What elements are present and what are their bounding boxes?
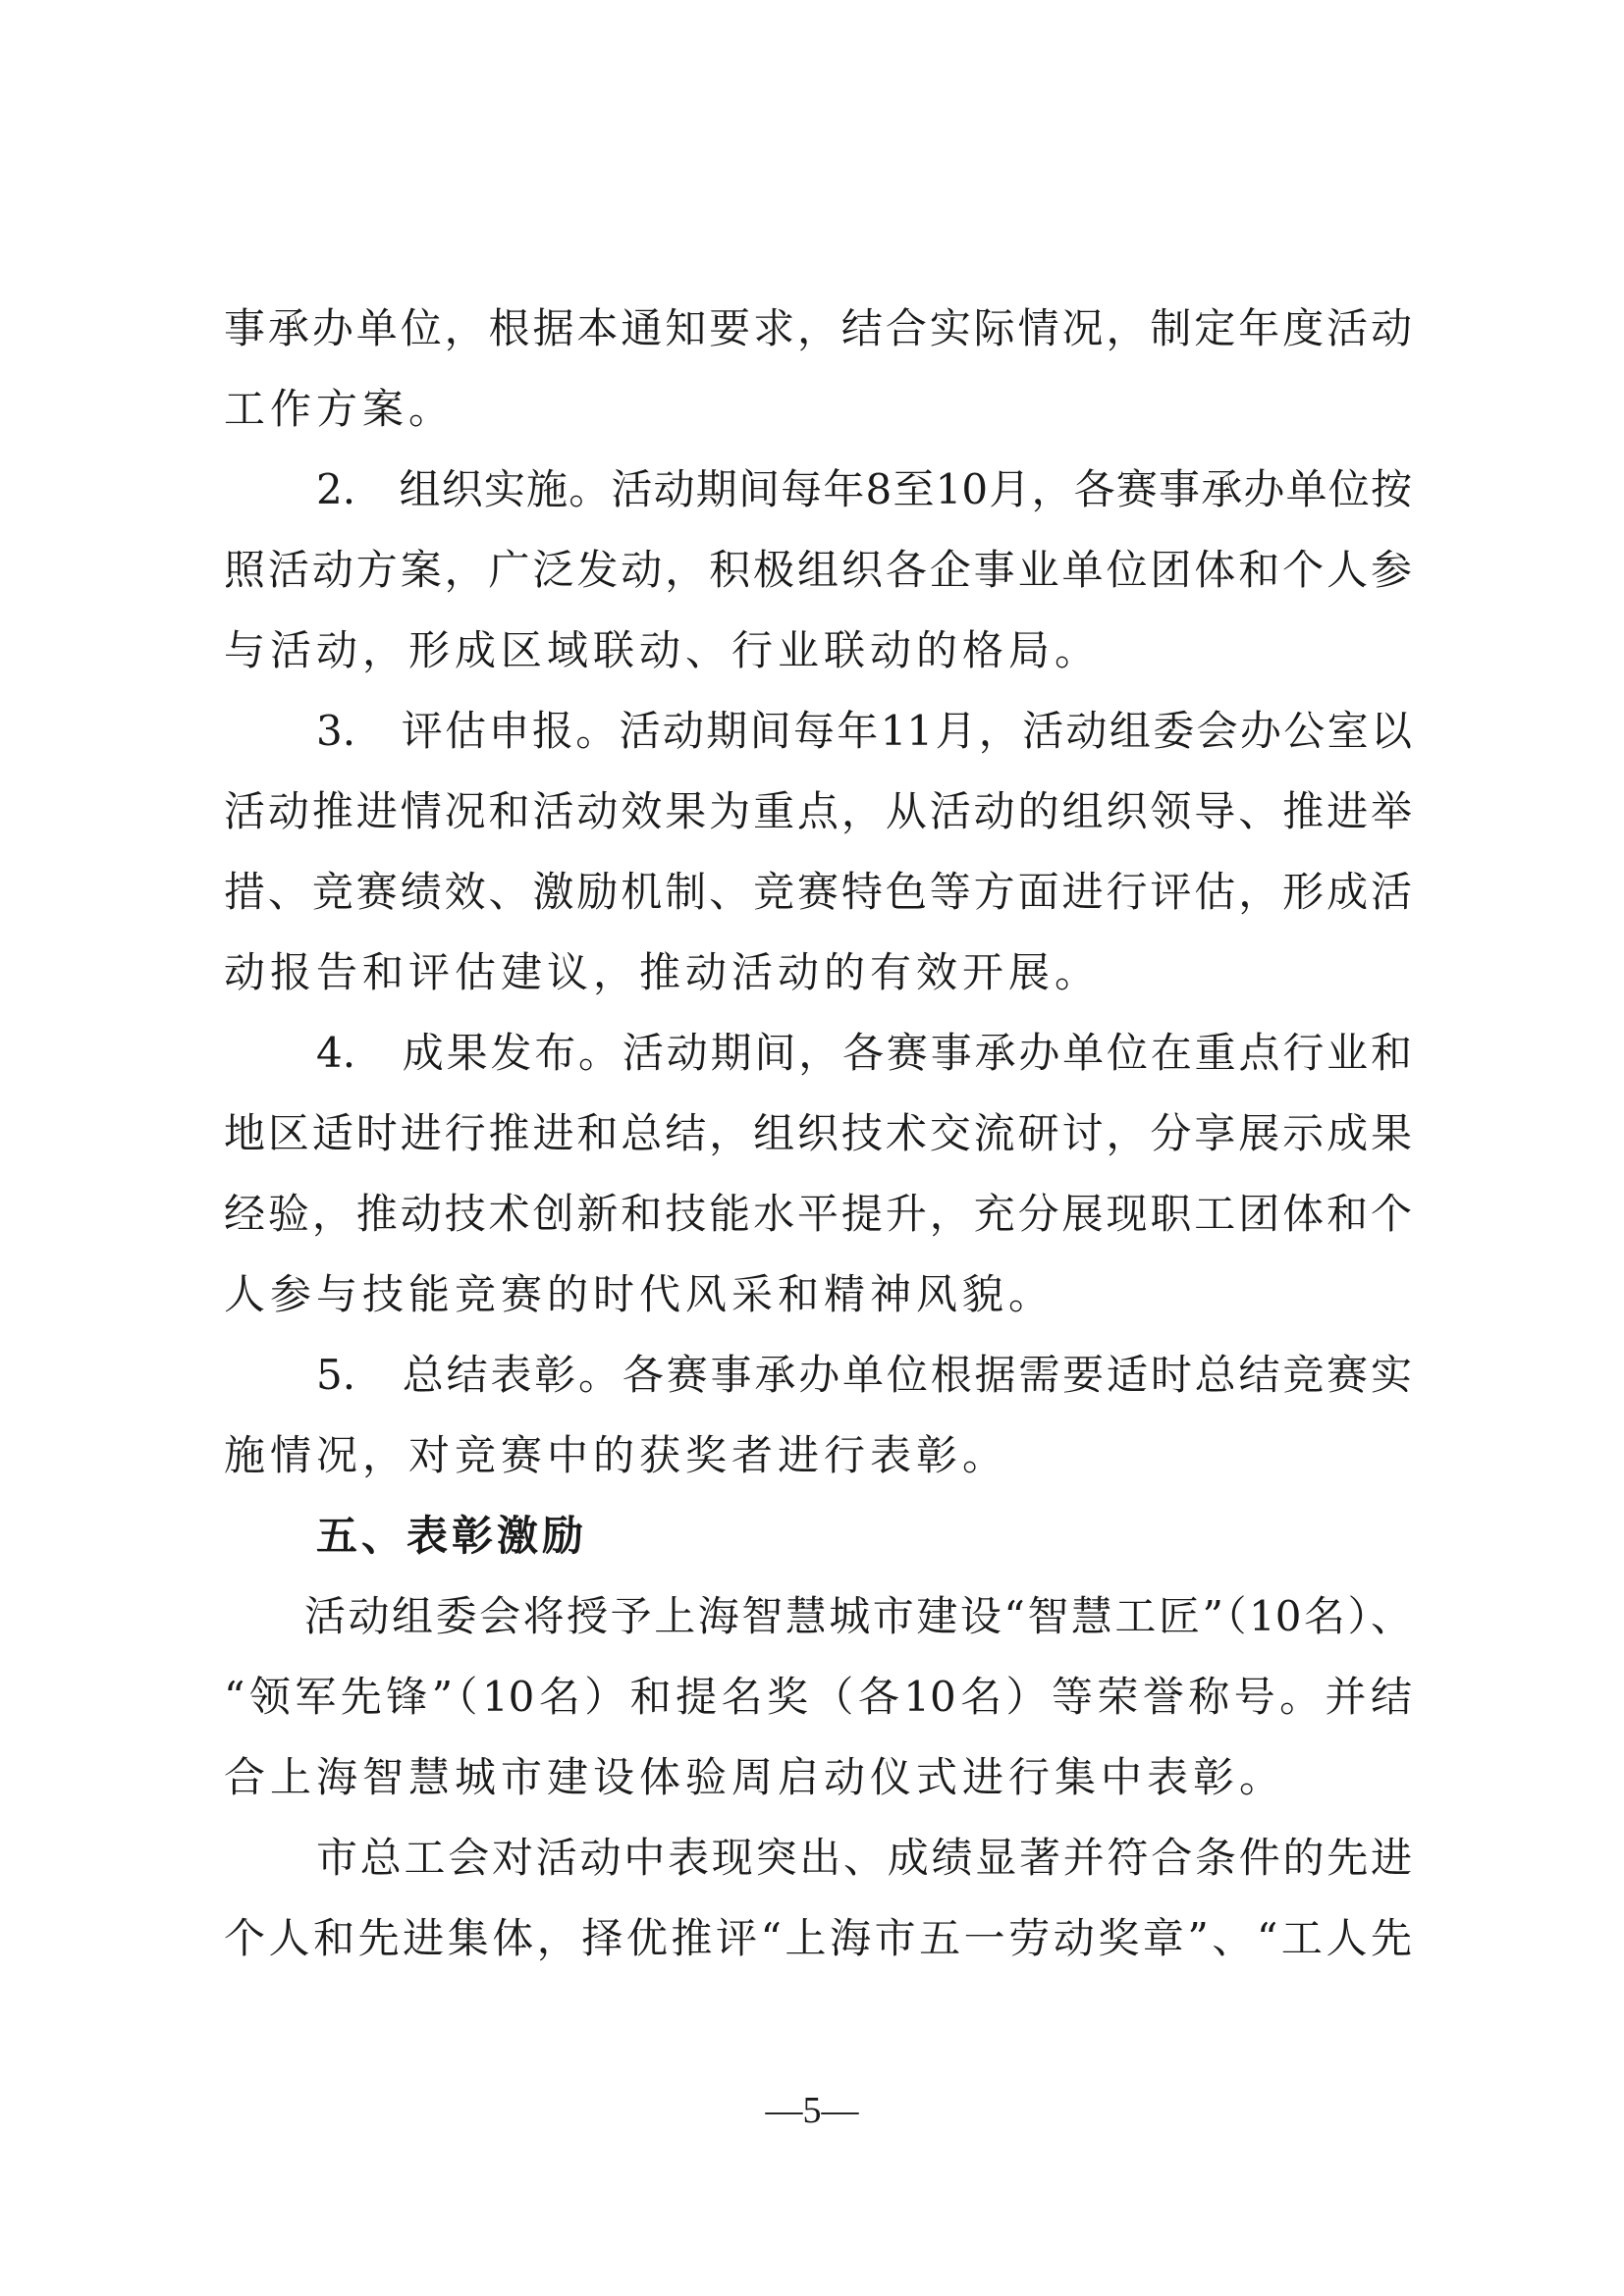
paragraph-2-start: 2. 组织实施。活动期间每年8至10月，各赛事承办单位按	[316, 465, 1412, 513]
text-line: 合上海智慧城市建设体验周启动仪式进行集中表彰。	[224, 1753, 1286, 1801]
text-line: 施情况，对竞赛中的获奖者进行表彰。	[224, 1431, 1009, 1479]
text-line: 事承办单位，根据本通知要求，结合实际情况，制定年度活动	[224, 304, 1412, 352]
text-line: 人参与技能竞赛的时代风采和精神风貌。	[224, 1270, 1056, 1318]
paragraph-union-start: 市总工会对活动中表现突出、成绩显著并符合条件的先进	[316, 1834, 1412, 1882]
text-line: 与活动，形成区域联动、行业联动的格局。	[224, 626, 1102, 674]
paragraph-awards-start: 活动组委会将授予上海智慧城市建设“智慧工匠”（10名）、	[304, 1592, 1412, 1640]
text-line: 地区适时进行推进和总结，组织技术交流研讨，分享展示成果	[224, 1109, 1412, 1157]
text-line: 个人和先进集体，择优推评“上海市五一劳动奖章”、“工人先	[224, 1914, 1412, 1962]
text-line: 措、竞赛绩效、激励机制、竞赛特色等方面进行评估，形成活	[224, 868, 1412, 916]
section-heading: 五、表彰激励	[316, 1512, 588, 1560]
text-line: 活动推进情况和活动效果为重点，从活动的组织领导、推进举	[224, 787, 1412, 835]
text-line: 照活动方案，广泛发动，积极组织各企事业单位团体和个人参	[224, 546, 1412, 594]
page-number: —5—	[765, 2090, 859, 2131]
paragraph-5-start: 5. 总结表彰。各赛事承办单位根据需要适时总结竞赛实	[316, 1351, 1412, 1399]
paragraph-3-start: 3. 评估申报。活动期间每年11月，活动组委会办公室以	[316, 707, 1412, 755]
text-line: 经验，推动技术创新和技能水平提升，充分展现职工团体和个	[224, 1190, 1412, 1238]
text-line: 动报告和评估建议，推动活动的有效开展。	[224, 948, 1102, 996]
paragraph-4-start: 4. 成果发布。活动期间，各赛事承办单位在重点行业和	[316, 1029, 1412, 1077]
text-line: 工作方案。	[224, 385, 456, 433]
text-line: “领军先锋”（10名）和提名奖（各10名）等荣誉称号。并结	[224, 1673, 1412, 1721]
